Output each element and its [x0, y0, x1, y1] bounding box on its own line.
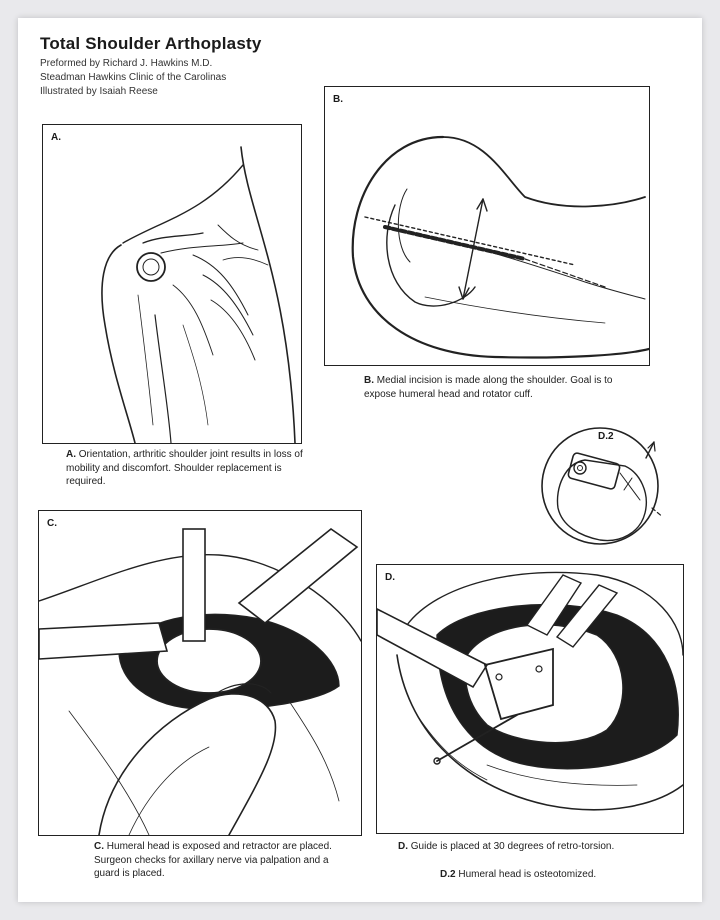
panel-d-caption-text: Guide is placed at 30 degrees of retro-torsion. [410, 841, 615, 852]
panel-d2-inset [540, 418, 662, 554]
panel-c-exposure-illustration [39, 511, 361, 835]
panel-b-incision-illustration [325, 87, 649, 365]
panel-b [324, 86, 650, 366]
panel-d2-label: D.2 [598, 431, 614, 442]
panel-d [376, 564, 684, 834]
credit-illustrator: Illustrated by Isaiah Reese [40, 86, 158, 97]
panel-b-label: B. [333, 94, 343, 105]
panel-d2-caption [440, 868, 670, 882]
credit-performed-by: Preformed by Richard J. Hawkins M.D. [40, 58, 213, 69]
page-title: Total Shoulder Arthoplasty [40, 34, 262, 53]
panel-d2-caption-label: D.2 [440, 869, 456, 880]
panel-c-caption-text: Humeral head is exposed and retractor are placed. Surgeon checks for axillary nerve via palpation and a guard is placed. [94, 841, 332, 879]
credit-clinic: Steadman Hawkins Clinic of the Carolinas [40, 72, 227, 83]
panel-a-shoulder-illustration [43, 125, 301, 443]
panel-a-caption-label: A. [66, 449, 76, 460]
illustration-sheet [18, 18, 702, 902]
credits-block [40, 57, 226, 99]
panel-b-caption-text: Medial incision is made along the shoulder. Goal is to expose humeral head and rotator cuff. [364, 375, 613, 400]
panel-c-caption-label: C. [94, 841, 104, 852]
panel-c-caption [94, 840, 334, 881]
panel-d2-caption-text: Humeral head is osteotomized. [458, 869, 597, 880]
panel-a [42, 124, 302, 444]
panel-b-caption [364, 374, 614, 401]
panel-c [38, 510, 362, 836]
panel-d-caption-label: D. [398, 841, 408, 852]
panel-a-label: A. [51, 132, 61, 143]
panel-b-caption-label: B. [364, 375, 374, 386]
panel-a-caption [66, 448, 316, 489]
panel-c-label: C. [47, 518, 57, 529]
panel-d-guide-illustration [377, 565, 683, 833]
panel-a-caption-text: Orientation, arthritic shoulder joint results in loss of mobility and discomfort. Shoulder replacement is required. [66, 449, 303, 487]
panel-d-caption [398, 840, 648, 854]
panel-d-label: D. [385, 572, 395, 583]
